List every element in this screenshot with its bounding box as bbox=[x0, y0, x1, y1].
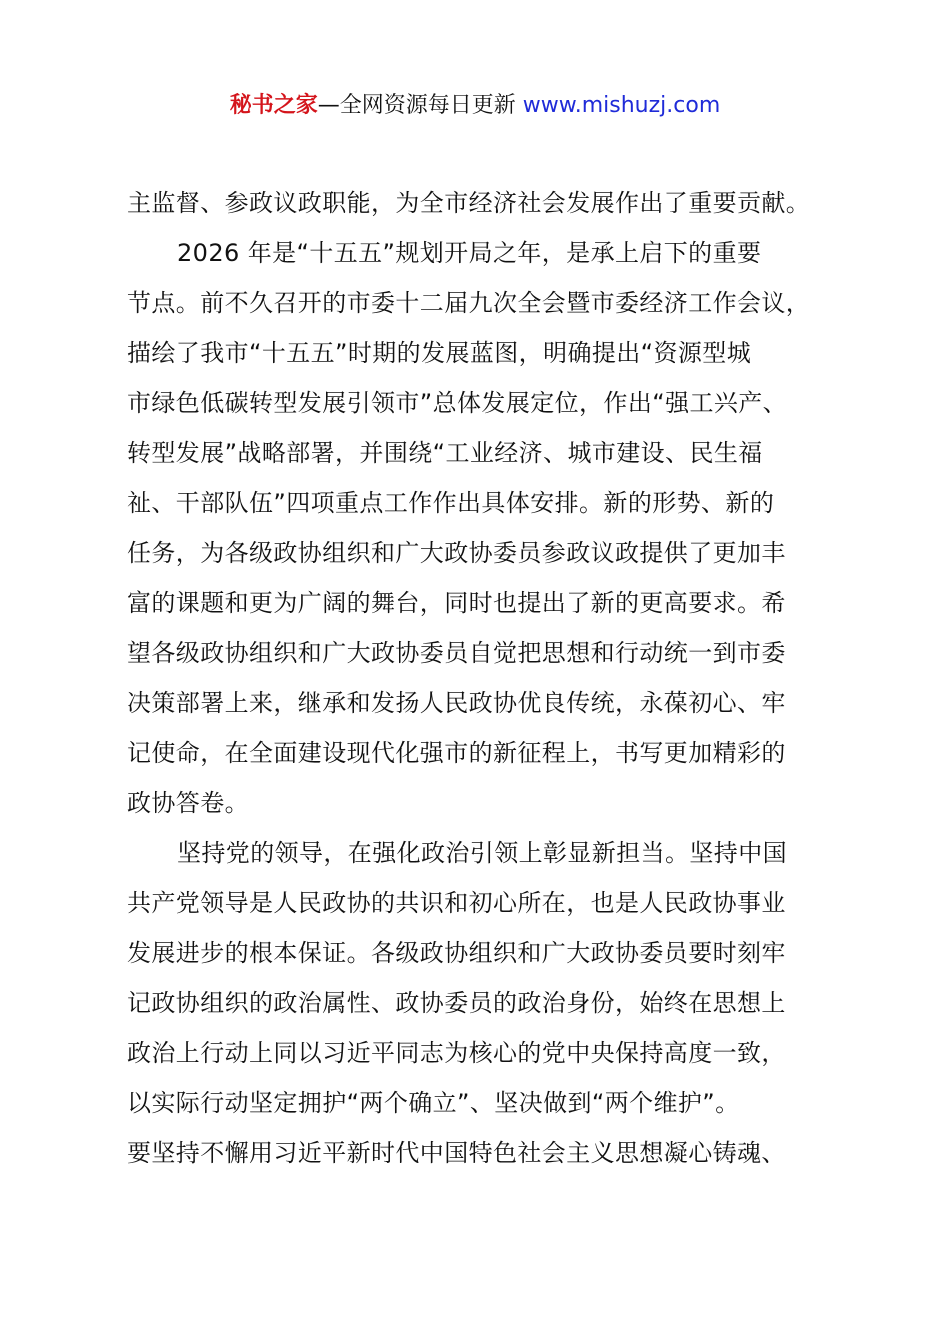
text-line: 祉、干部队伍”四项重点工作作出具体安排。新的形势、新的 bbox=[127, 489, 775, 517]
text-line: 富的课题和更为广阔的舞台，同时也提出了新的更高要求。希 bbox=[127, 589, 786, 617]
text-line: 记使命，在全面建设现代化强市的新征程上，书写更加精彩的 bbox=[127, 739, 786, 767]
text-line: 节点。前不久召开的市委十二届九次全会暨市委经济工作会议， bbox=[127, 289, 811, 317]
document-body bbox=[127, 178, 847, 1178]
text-line: 市绿色低碳转型发展引领市”总体发展定位，作出“强工兴产、 bbox=[127, 389, 788, 417]
paragraph-start-line: 2026 年是“十五五”规划开局之年，是承上启下的重要 bbox=[177, 239, 762, 267]
paragraph-start-line: 坚持党的领导，在强化政治引领上彰显新担当。坚持中国 bbox=[177, 839, 787, 867]
text-line: 转型发展”战略部署，并围绕“工业经济、城市建设、民生福 bbox=[127, 439, 763, 467]
text-line: 主监督、参政议政职能，为全市经济社会发展作出了重要贡献。 bbox=[127, 189, 811, 217]
header-url-link[interactable]: www.mishuzj.com bbox=[522, 93, 721, 118]
text-line: 政治上行动上同以习近平同志为核心的党中央保持高度一致， bbox=[127, 1039, 786, 1067]
text-line: 任务，为各级政协组织和广大政协委员参政议政提供了更加丰 bbox=[127, 539, 786, 567]
text-line: 描绘了我市“十五五”时期的发展蓝图，明确提出“资源型城 bbox=[127, 339, 752, 367]
text-line: 望各级政协组织和广大政协委员自觉把思想和行动统一到市委 bbox=[127, 639, 786, 667]
text-line: 以实际行动坚定拥护“两个确立”、坚决做到“两个维护”。 bbox=[127, 1089, 740, 1117]
header-tagline: —全网资源每日更新 bbox=[317, 93, 523, 118]
brand-name: 秘书之家 bbox=[229, 93, 318, 118]
text-line: 决策部署上来，继承和发扬人民政协优良传统，永葆初心、牢 bbox=[127, 689, 786, 717]
text-line: 政协答卷。 bbox=[127, 789, 249, 817]
text-line: 要坚持不懈用习近平新时代中国特色社会主义思想凝心铸魂、 bbox=[127, 1139, 786, 1167]
text-line: 共产党领导是人民政协的共识和初心所在，也是人民政协事业 bbox=[127, 889, 786, 917]
page-header bbox=[0, 86, 950, 126]
text-line: 记政协组织的政治属性、政协委员的政治身份，始终在思想上 bbox=[127, 989, 786, 1017]
text-line: 发展进步的根本保证。各级政协组织和广大政协委员要时刻牢 bbox=[127, 939, 786, 967]
